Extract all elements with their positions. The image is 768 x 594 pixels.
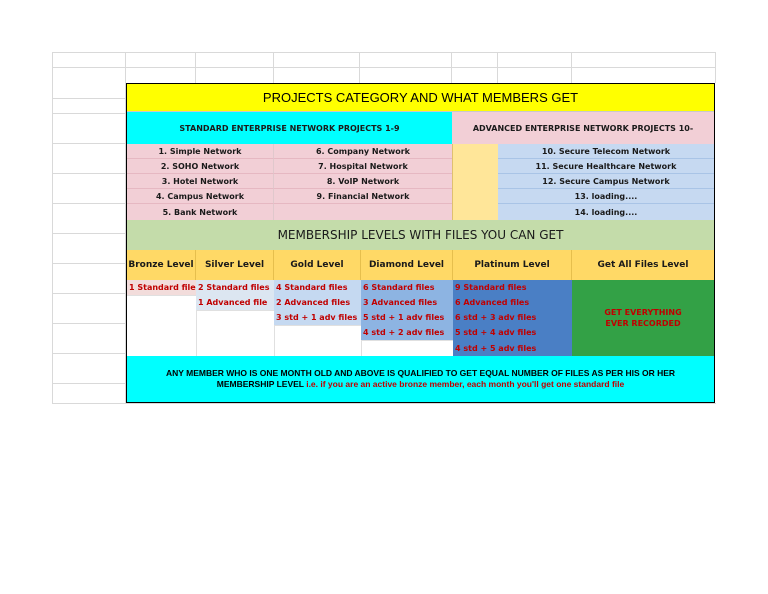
- grid-line: [52, 98, 125, 99]
- platinum-file-item: 6 Advanced files: [453, 295, 572, 310]
- project-item: 6. Company Network: [273, 144, 452, 159]
- projects-table: [126, 83, 715, 403]
- level-silver-header: Silver Level: [196, 250, 274, 280]
- membership-title: MEMBERSHIP LEVELS WITH FILES YOU CAN GET: [127, 220, 714, 250]
- level-platinum-header: Platinum Level: [453, 250, 572, 280]
- footer-red-text: i.e. if you are an active bronze member, each month you'll get one standard file: [303, 379, 625, 389]
- diamond-file-item: 5 std + 1 adv files: [361, 310, 453, 325]
- project-item: 4. Campus Network: [127, 189, 273, 204]
- grid-line: [52, 143, 125, 144]
- separator-cell: [452, 144, 498, 220]
- project-item: 3. Hotel Network: [127, 174, 273, 189]
- project-item: 14. loading....: [498, 204, 714, 220]
- diamond-file-item: 4 std + 2 adv files: [361, 325, 453, 340]
- grid-line: [52, 67, 716, 68]
- gold-file-item: 2 Advanced files: [274, 295, 361, 310]
- silver-file-item: 1 Advanced file: [196, 295, 274, 310]
- grid-line: [52, 203, 125, 204]
- project-item: 9. Financial Network: [273, 189, 452, 204]
- get-all-files-cell: GET EVERYTHING EVER RECORDED: [572, 280, 714, 356]
- grid-line: [52, 323, 125, 324]
- platinum-file-item: 6 std + 3 adv files: [453, 310, 572, 325]
- empty-cell: [273, 204, 452, 220]
- level-get-all-header: Get All Files Level: [572, 250, 714, 280]
- grid-line: [52, 403, 716, 404]
- project-item: 12. Secure Campus Network: [498, 174, 714, 189]
- footer-text: [163, 368, 678, 390]
- project-item: 10. Secure Telecom Network: [498, 144, 714, 159]
- project-item: 13. loading....: [498, 189, 714, 204]
- platinum-file-item: 4 std + 5 adv files: [453, 340, 572, 356]
- project-item: 7. Hospital Network: [273, 159, 452, 174]
- standard-projects-header: STANDARD ENTERPRISE NETWORK PROJECTS 1-9: [127, 112, 452, 144]
- project-item: 1. Simple Network: [127, 144, 273, 159]
- gold-file-item: 3 std + 1 adv files: [274, 310, 361, 325]
- page-title: PROJECTS CATEGORY AND WHAT MEMBERS GET: [127, 84, 714, 112]
- empty-cell: [274, 325, 361, 356]
- footer-black-text: ANY MEMBER WHO IS ONE MONTH OLD AND ABOVE IS QUALIFIED TO GET EQUAL NUMBER OF FILES AS PER HIS OR HER MEMBERSHIP LEVEL: [165, 368, 676, 389]
- diamond-file-item: 6 Standard files: [361, 280, 453, 295]
- empty-cell: [127, 295, 196, 356]
- platinum-file-item: 9 Standard files: [453, 280, 572, 295]
- level-gold-header: Gold Level: [274, 250, 361, 280]
- empty-cell: [361, 340, 453, 356]
- grid-line: [52, 233, 125, 234]
- grid-line: [52, 52, 53, 404]
- grid-line: [52, 263, 125, 264]
- level-bronze-header: Bronze Level: [127, 250, 196, 280]
- grid-line: [52, 173, 125, 174]
- grid-line: [52, 353, 125, 354]
- diamond-file-item: 3 Advanced files: [361, 295, 453, 310]
- project-item: 11. Secure Healthcare Network: [498, 159, 714, 174]
- gold-file-item: 4 Standard files: [274, 280, 361, 295]
- silver-file-item: 2 Standard files: [196, 280, 274, 295]
- grid-line: [52, 52, 716, 53]
- project-item: 5. Bank Network: [127, 204, 273, 220]
- grid-line: [52, 293, 125, 294]
- project-item: 2. SOHO Network: [127, 159, 273, 174]
- platinum-file-item: 5 std + 4 adv files: [453, 325, 572, 340]
- empty-cell: [196, 310, 274, 356]
- grid-line: [52, 383, 125, 384]
- level-diamond-header: Diamond Level: [361, 250, 453, 280]
- footer-note: [127, 356, 714, 402]
- advanced-projects-header: ADVANCED ENTERPRISE NETWORK PROJECTS 10-: [452, 112, 714, 144]
- grid-line: [52, 113, 125, 114]
- bronze-file-item: 1 Standard file: [127, 280, 196, 295]
- project-item: 8. VoIP Network: [273, 174, 452, 189]
